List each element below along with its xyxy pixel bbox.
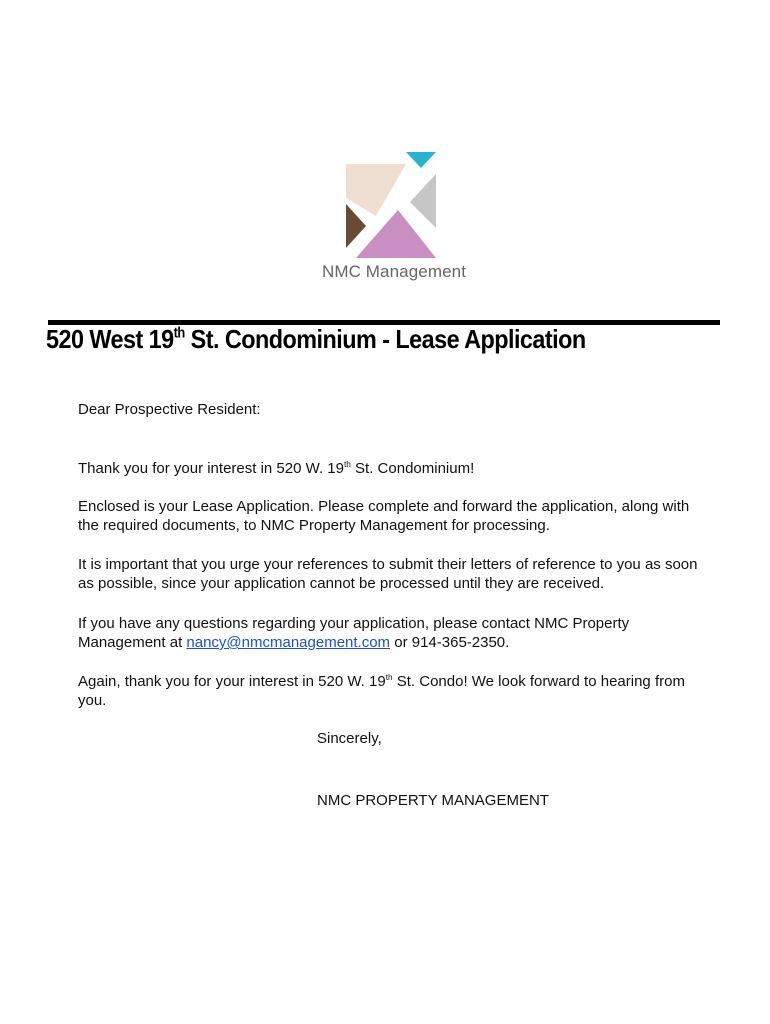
logo-brown-shape [346, 204, 366, 248]
p5-superscript: th [385, 672, 393, 682]
p1-suffix: St. Condominium! [350, 460, 475, 477]
logo-purple-shape [356, 210, 436, 258]
p4-suffix: or 914-365-2350. [390, 634, 510, 651]
logo-mark-icon [344, 148, 444, 258]
page-title [46, 322, 658, 356]
letter-paragraph-closing-thanks [78, 672, 698, 710]
title-superscript: th [173, 325, 185, 342]
p1-prefix: Thank you for your interest in 520 W. 19 [78, 460, 344, 477]
letter-paragraph-references: It is important that you urge your references to submit their letters of reference to you as soon as possible, since your application cannot be processed until they are received. [78, 556, 698, 592]
letter-paragraph-contact [78, 614, 698, 652]
company-logo [316, 148, 472, 288]
title-prefix: 520 West 19 [46, 324, 174, 354]
logo-grey-shape [410, 174, 436, 228]
letter-greeting: Dear Prospective Resident: [78, 401, 261, 418]
letter-paragraph-enclosed: Enclosed is your Lease Application. Please complete and forward the application, along with the required documents, to NMC Property Management for processing. [78, 498, 690, 534]
letter-closing: Sincerely, [317, 730, 382, 747]
email-link[interactable]: nancy@nmcmanagement.com [186, 634, 391, 651]
logo-text: NMC Management [321, 262, 467, 281]
logo-peach-shape [346, 164, 406, 216]
title-suffix: St. Condominium - Lease Application [184, 324, 586, 354]
p4-prefix: If you have any questions regarding your application, please contact NMC Property Management at [78, 615, 630, 651]
letter-paragraph-thanks [78, 459, 698, 478]
p1-superscript: th [343, 459, 351, 469]
p5-prefix: Again, thank you for your interest in 520 W. 19 [78, 673, 386, 690]
letter-signature: NMC PROPERTY MANAGEMENT [317, 792, 549, 809]
logo-cyan-shape [406, 152, 436, 168]
p5-suffix: St. Condo! We look forward to hearing from you. [78, 673, 685, 709]
